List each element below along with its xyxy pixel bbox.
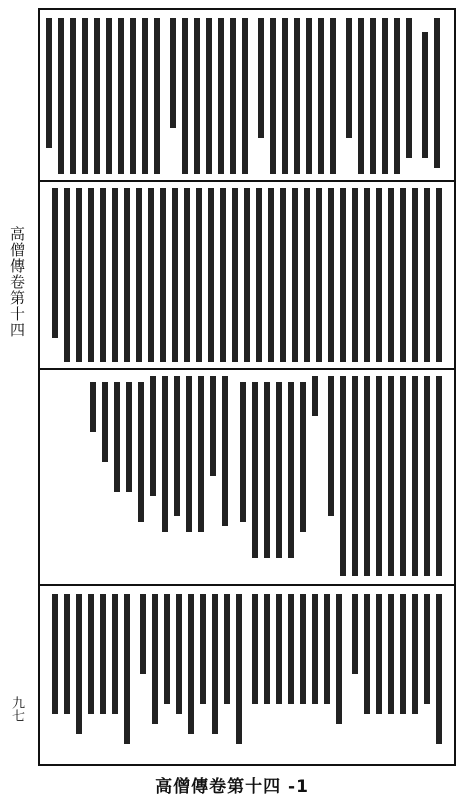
text-panel-3	[42, 372, 452, 582]
side-volume-title: 高僧傳卷第十四	[8, 226, 26, 338]
side-page-number: 九七	[9, 696, 24, 722]
text-panel-4	[42, 588, 452, 764]
panel-2-text-columns	[42, 184, 452, 366]
text-panel-2	[42, 184, 452, 366]
panel-3-text-columns	[42, 372, 452, 582]
text-panel-1	[42, 12, 452, 178]
panel-divider	[38, 180, 456, 182]
panel-4-text-columns	[42, 588, 452, 764]
panel-divider	[38, 368, 456, 370]
panel-divider	[38, 584, 456, 586]
page-caption: 高僧傳卷第十四 -1	[155, 777, 309, 797]
panel-1-text-columns	[42, 12, 452, 178]
